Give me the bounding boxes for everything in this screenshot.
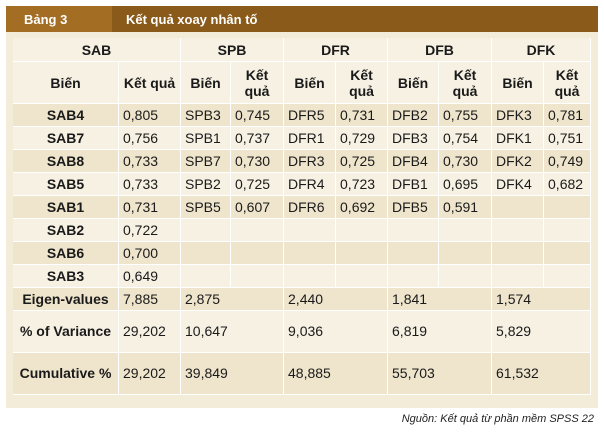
loading-cell [231,219,284,242]
loading-cell: 0,649 [119,265,181,288]
variable-cell: SAB6 [13,242,119,265]
loading-cell: 0,591 [439,196,492,219]
loading-cell [231,265,284,288]
source-note: Nguồn: Kết quả từ phần mềm SPSS 22 [401,413,594,425]
var-header: Biến [181,62,231,104]
variable-cell [388,265,439,288]
var-header: Biến [13,62,119,104]
table-title: Kết quả xoay nhân tố [126,11,258,27]
summary-value: 39,849 [181,353,284,395]
loadings-body [13,104,591,288]
variable-cell [388,242,439,265]
summary-body [13,288,591,395]
table-row [13,150,591,173]
loading-cell: 0,756 [119,127,181,150]
table-row [13,127,591,150]
group-header: DFB [388,38,492,62]
variable-cell: DFK2 [492,150,544,173]
variable-cell: SAB3 [13,265,119,288]
table-row [13,219,591,242]
summary-label: Cumulative % [13,353,119,395]
summary-row [13,288,591,311]
variable-cell: DFK1 [492,127,544,150]
summary-value: 5,829 [492,311,591,353]
loading-cell: 0,733 [119,173,181,196]
summary-label: Eigen-values [13,288,119,311]
loading-cell: 0,733 [119,150,181,173]
group-header: SPB [181,38,284,62]
variable-cell: DFR6 [284,196,336,219]
loading-cell [336,265,388,288]
result-header: Kết quả [336,62,388,104]
variable-cell: DFB2 [388,104,439,127]
summary-value: 1,841 [388,288,492,311]
loading-cell: 0,737 [231,127,284,150]
group-header: DFR [284,38,388,62]
result-header: Kết quả [544,62,591,104]
variable-cell: SAB1 [13,196,119,219]
variable-cell: SAB2 [13,219,119,242]
loading-cell [544,196,591,219]
variable-cell: SAB7 [13,127,119,150]
summary-value: 7,885 [119,288,181,311]
group-header-row [13,38,591,62]
variable-cell [284,265,336,288]
loading-cell [336,242,388,265]
loading-cell: 0,805 [119,104,181,127]
variable-cell: SAB8 [13,150,119,173]
variable-cell: SPB5 [181,196,231,219]
loading-cell [544,242,591,265]
variable-cell: SPB2 [181,173,231,196]
loading-cell: 0,754 [439,127,492,150]
variable-cell [181,242,231,265]
loading-cell: 0,751 [544,127,591,150]
table-row [13,173,591,196]
loading-cell: 0,729 [336,127,388,150]
summary-value: 2,875 [181,288,284,311]
variable-cell: DFB5 [388,196,439,219]
loading-cell [439,242,492,265]
variable-cell: SPB7 [181,150,231,173]
result-header: Kết quả [119,62,181,104]
variable-cell: SPB1 [181,127,231,150]
loading-cell: 0,749 [544,150,591,173]
loading-cell: 0,755 [439,104,492,127]
variable-cell [284,242,336,265]
summary-value: 29,202 [119,353,181,395]
loading-cell [231,242,284,265]
variable-cell [388,219,439,242]
var-header: Biến [388,62,439,104]
loading-cell [336,219,388,242]
table-number: Bảng 3 [6,6,112,32]
loading-cell: 0,731 [336,104,388,127]
variable-cell: DFR3 [284,150,336,173]
summary-value: 55,703 [388,353,492,395]
loading-cell: 0,745 [231,104,284,127]
summary-value: 1,574 [492,288,591,311]
loading-cell: 0,607 [231,196,284,219]
variable-cell: DFR1 [284,127,336,150]
variable-cell [492,219,544,242]
summary-row [13,311,591,353]
table-row [13,265,591,288]
variable-cell: DFR4 [284,173,336,196]
table-row [13,242,591,265]
summary-value: 9,036 [284,311,388,353]
var-header: Biến [284,62,336,104]
loading-cell [544,265,591,288]
variable-cell [181,219,231,242]
variable-cell: SAB4 [13,104,119,127]
loading-cell: 0,723 [336,173,388,196]
result-header: Kết quả [439,62,492,104]
result-header: Kết quả [231,62,284,104]
table-panel [6,32,598,408]
loading-cell: 0,725 [231,173,284,196]
loading-cell: 0,700 [119,242,181,265]
table-row [13,196,591,219]
summary-value: 48,885 [284,353,388,395]
variable-cell [492,265,544,288]
var-header: Biến [492,62,544,104]
factor-rotation-table [13,38,591,395]
variable-cell: DFR5 [284,104,336,127]
loading-cell [439,219,492,242]
loading-cell: 0,730 [439,150,492,173]
loading-cell: 0,730 [231,150,284,173]
loading-cell: 0,731 [119,196,181,219]
variable-cell: DFK3 [492,104,544,127]
summary-value: 2,440 [284,288,388,311]
variable-cell [284,219,336,242]
loading-cell: 0,682 [544,173,591,196]
loading-cell: 0,781 [544,104,591,127]
summary-row [13,353,591,395]
group-header: SAB [13,38,181,62]
loading-cell: 0,695 [439,173,492,196]
variable-cell: DFB3 [388,127,439,150]
subheader-row [13,62,591,104]
loading-cell [439,265,492,288]
summary-value: 6,819 [388,311,492,353]
variable-cell: DFB4 [388,150,439,173]
summary-value: 10,647 [181,311,284,353]
variable-cell: DFB1 [388,173,439,196]
summary-label: % of Variance [13,311,119,353]
loading-cell [544,219,591,242]
variable-cell: SAB5 [13,173,119,196]
variable-cell [492,242,544,265]
variable-cell [181,265,231,288]
variable-cell: DFK4 [492,173,544,196]
table-title-bar [6,6,598,32]
loading-cell: 0,725 [336,150,388,173]
variable-cell: SPB3 [181,104,231,127]
table-row [13,104,591,127]
loading-cell: 0,722 [119,219,181,242]
summary-value: 29,202 [119,311,181,353]
variable-cell [492,196,544,219]
loading-cell: 0,692 [336,196,388,219]
summary-value: 61,532 [492,353,591,395]
group-header: DFK [492,38,591,62]
